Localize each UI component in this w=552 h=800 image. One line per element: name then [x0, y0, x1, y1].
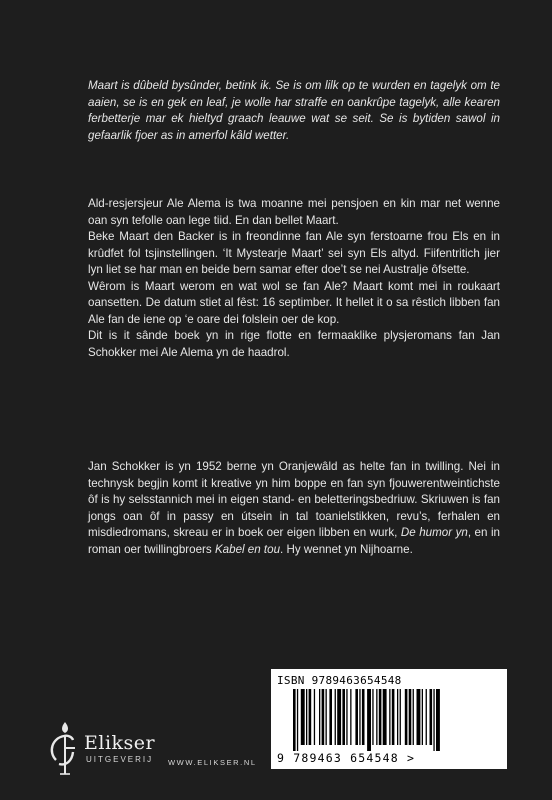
barcode-digits: 9 789463 654548 > [277, 751, 416, 765]
publisher-logo [44, 718, 184, 778]
author-bio [88, 459, 500, 558]
publisher-website: WWW.ELIKSER.NL [168, 758, 257, 767]
intro-text: Maart is dûbeld bysûnder, betink ik. Se is om lilk op te wurden en tagelyk om te aaien, se is en gek en leaf, je wolle har straffe en oankrûpe tagelyk, alle kearen ferbetterje mar ek hieltyd graach leauwe wat se seit. Se is bytiden sawol in gefaarlik fjoer as in amerfol kâld wetter. [88, 79, 500, 142]
blurb [88, 196, 500, 361]
bio-title-2: Kabel en tou [214, 542, 281, 556]
bio-paragraph [88, 459, 500, 558]
isbn-barcode [271, 669, 507, 769]
isbn-label: ISBN 9789463654548 [277, 674, 402, 687]
barcode-bars [291, 689, 487, 751]
elikser-emblem-icon [44, 718, 84, 778]
bio-part-3: . Hy wennet yn Nijhoarne. [280, 542, 413, 556]
bio-part-2: , en in roman oer twillingbroers [88, 526, 500, 556]
blurb-paragraph-2: Beke Maart den Backer is in freondinne fan Ale syn ferstoarne frou Els en in krûdfet fol tsjinstellingen. ‘It Mystearje Maart’ sei syn Els altyd. Fiifentritich jier lyn liet se har man en beide bern samar efter doe’t se nei Australje ôfsette. [88, 230, 500, 276]
bio-part-1: Jan Schokker is yn 1952 berne yn Oranjewâld as helte fan in twilling. Nei in technysk begjin komt it kreative yn him boppe en fan syn fjouwerentweintichste ôf is hy selsstannich mei in eigen stand- en beletteringsbedriuw. Skriuwen is fan jongs oan ôf in passy en útsein in tal toanielstikken, revu’s, ferhalen en misdiedromans, skreau er in boek oer eigen libben en wurk, [88, 460, 500, 539]
blurb-paragraph-3: Wêrom is Maart werom en wat wol se fan Ale? Maart komt mei in roukaart oansetten. De datum stiet al fêst: 16 septimber. It hellet it o sa rêstich libben fan Ale fan de iene op ‘e oare dei folslein oer de kop. [88, 279, 500, 326]
intro-quote [88, 78, 500, 144]
publisher-brand: Elikser [84, 732, 156, 754]
publisher-subtitle: UITGEVERIJ [86, 755, 154, 764]
blurb-paragraph-4: Dit is it sânde boek yn in rige flotte en fermaaklike plysjeromans fan Jan Schokker mei Ale Alema yn de haadrol. [88, 329, 500, 359]
blurb-paragraph-1: Ald-resjersjeur Ale Alema is twa moanne mei pensjoen en kin mar net wenne oan syn tefolle oan lege tiid. En dan bellet Maart. [88, 197, 500, 227]
bio-title-1: De humor yn [400, 526, 468, 539]
